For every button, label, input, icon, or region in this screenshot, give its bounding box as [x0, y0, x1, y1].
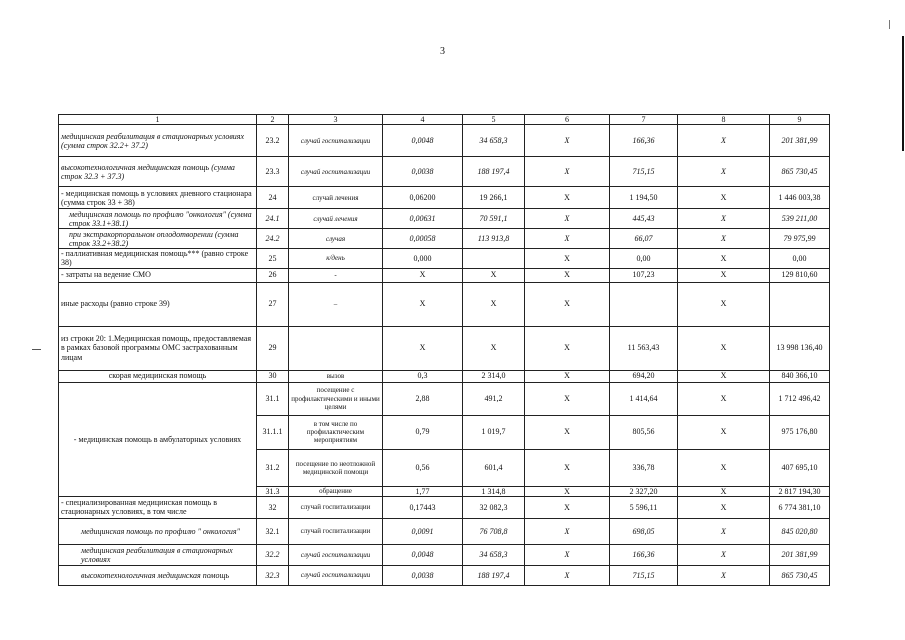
cell-value: 107,23	[610, 268, 678, 282]
cell-value: 865 730,45	[770, 157, 830, 187]
cell-value: X	[525, 518, 610, 544]
cell-value: 0,79	[383, 415, 463, 449]
row-name: медицинская реабилитация в стационарных условиях (сумма строк 32.2+ 37.2)	[59, 125, 257, 157]
cell-value: 539 211,00	[770, 209, 830, 229]
cell-value: X	[525, 382, 610, 415]
row-line-number: 23.2	[257, 125, 289, 157]
row-line-number: 32.1	[257, 518, 289, 544]
cell-value: X	[525, 249, 610, 268]
cell-value: 601,4	[463, 449, 525, 486]
table-row	[59, 249, 830, 268]
row-unit: –	[289, 282, 383, 326]
cell-value: 0,0038	[383, 157, 463, 187]
row-line-number: 25	[257, 249, 289, 268]
table-row	[59, 382, 830, 415]
cell-value: X	[678, 229, 770, 249]
scan-edge-mark	[902, 36, 904, 151]
row-name: медицинская реабилитация в стационарных условиях	[59, 544, 257, 565]
cell-value: X	[383, 326, 463, 370]
scan-tick-mark	[889, 20, 890, 29]
cell-value: 336,78	[610, 449, 678, 486]
cell-value: X	[678, 187, 770, 209]
cell-value: 0,17443	[383, 496, 463, 518]
cell-value: 1 712 496,42	[770, 382, 830, 415]
cell-value: 1 194,50	[610, 187, 678, 209]
cell-value: 0,0048	[383, 544, 463, 565]
row-name: - специализированная медицинская помощь в стационарных условиях, в том числе	[59, 496, 257, 518]
row-unit: посещение по неотложной медицинской помощи	[289, 449, 383, 486]
header-cell: 7	[610, 115, 678, 125]
cell-value: 34 658,3	[463, 125, 525, 157]
row-name: иные расходы (равно строке 39)	[59, 282, 257, 326]
table-row	[59, 282, 830, 326]
row-unit: случай госпитализации	[289, 125, 383, 157]
row-line-number: 24.1	[257, 209, 289, 229]
cell-value: 694,20	[610, 370, 678, 382]
cell-value: 76 708,8	[463, 518, 525, 544]
cell-value: 0,0048	[383, 125, 463, 157]
cell-value: 6 774 381,10	[770, 496, 830, 518]
cell-value: X	[525, 125, 610, 157]
program-cost-table	[58, 114, 830, 586]
cell-value: 1 019,7	[463, 415, 525, 449]
row-name: - затраты на ведение СМО	[59, 268, 257, 282]
row-line-number: 24	[257, 187, 289, 209]
cell-value: X	[678, 268, 770, 282]
cell-value: 840 366,10	[770, 370, 830, 382]
cell-value	[463, 249, 525, 268]
row-line-number: 29	[257, 326, 289, 370]
cell-value: X	[678, 544, 770, 565]
cell-value: X	[678, 125, 770, 157]
row-name: скорая медицинская помощь	[59, 370, 257, 382]
cell-value: X	[678, 157, 770, 187]
margin-dash	[32, 349, 41, 350]
cell-value: X	[383, 282, 463, 326]
row-unit: к/день	[289, 249, 383, 268]
row-line-number: 31.1.1	[257, 415, 289, 449]
cell-value: 32 082,3	[463, 496, 525, 518]
cell-value: 1 314,8	[463, 486, 525, 496]
cell-value: X	[525, 209, 610, 229]
cell-value: X	[525, 282, 610, 326]
header-cell: 2	[257, 115, 289, 125]
table-row	[59, 518, 830, 544]
header-row	[59, 115, 830, 125]
header-cell: 9	[770, 115, 830, 125]
row-name: - паллиативная медицинская помощь*** (равно строке 38)	[59, 249, 257, 268]
cell-value: 34 658,3	[463, 544, 525, 565]
cell-value: 0,0038	[383, 565, 463, 585]
header-cell: 8	[678, 115, 770, 125]
cell-value: X	[525, 544, 610, 565]
table-row	[59, 496, 830, 518]
cell-value: 865 730,45	[770, 565, 830, 585]
cell-value: X	[525, 268, 610, 282]
cell-value: 5 596,11	[610, 496, 678, 518]
row-name: из строки 20: 1.Медицинская помощь, предоставляемая в рамках базовой программы ОМС застрахованным лицам	[59, 326, 257, 370]
cell-value: X	[525, 370, 610, 382]
cell-value: 0,00631	[383, 209, 463, 229]
row-line-number: 30	[257, 370, 289, 382]
cell-value: 0,00	[770, 249, 830, 268]
cell-value: 1 414,64	[610, 382, 678, 415]
row-line-number: 32.2	[257, 544, 289, 565]
row-unit	[289, 326, 383, 370]
cell-value: 2,88	[383, 382, 463, 415]
cell-value: 70 591,1	[463, 209, 525, 229]
cell-value: 0,00058	[383, 229, 463, 249]
cell-value: 698,05	[610, 518, 678, 544]
cell-value: X	[678, 282, 770, 326]
row-unit: посещение с профилактическими и иными целями	[289, 382, 383, 415]
table-row	[59, 565, 830, 585]
row-unit: случай госпитализации	[289, 544, 383, 565]
header-cell: 5	[463, 115, 525, 125]
cell-value: X	[463, 268, 525, 282]
row-name: высокотехнологичная медицинская помощь (сумма строк 32.3 + 37.3)	[59, 157, 257, 187]
cell-value: X	[525, 157, 610, 187]
row-unit: случай лечения	[289, 187, 383, 209]
cell-value: 113 913,8	[463, 229, 525, 249]
cell-value: 0,00	[610, 249, 678, 268]
cell-value: 188 197,4	[463, 157, 525, 187]
row-line-number: 32	[257, 496, 289, 518]
cell-value	[610, 282, 678, 326]
cell-value: 407 695,10	[770, 449, 830, 486]
cell-value: 11 563,43	[610, 326, 678, 370]
cell-value: X	[525, 565, 610, 585]
row-unit: случай госпитализации	[289, 496, 383, 518]
row-line-number: 23.3	[257, 157, 289, 187]
cell-value: 1 446 003,38	[770, 187, 830, 209]
cell-value: X	[525, 187, 610, 209]
row-unit: обращение	[289, 486, 383, 496]
cell-value: X	[678, 382, 770, 415]
row-name: медицинская помощь по профилю "онкология" (сумма строк 33.1+38.1)	[59, 209, 257, 229]
cell-value: X	[678, 496, 770, 518]
row-line-number: 31.1	[257, 382, 289, 415]
cell-value: X	[678, 249, 770, 268]
row-name: - медицинская помощь в условиях дневного стационара (сумма строк 33 + 38)	[59, 187, 257, 209]
cell-value: 0,000	[383, 249, 463, 268]
cell-value: X	[525, 486, 610, 496]
row-unit: в том числе по профилактическим мероприятиям	[289, 415, 383, 449]
table-row	[59, 370, 830, 382]
cell-value: 2 327,20	[610, 486, 678, 496]
cell-value: 129 810,60	[770, 268, 830, 282]
cell-value: X	[525, 229, 610, 249]
header-cell: 6	[525, 115, 610, 125]
cell-value: X	[463, 282, 525, 326]
header-cell: 1	[59, 115, 257, 125]
row-unit: случай госпитализации	[289, 518, 383, 544]
cell-value: 66,07	[610, 229, 678, 249]
cell-value: 19 266,1	[463, 187, 525, 209]
cell-value: 715,15	[610, 157, 678, 187]
cell-value: 201 381,99	[770, 544, 830, 565]
cell-value: X	[678, 518, 770, 544]
cell-value: 845 020,80	[770, 518, 830, 544]
row-name: - медицинская помощь в амбулаторных условиях	[59, 382, 257, 496]
table-row	[59, 229, 830, 249]
cell-value: X	[678, 209, 770, 229]
row-line-number: 31.3	[257, 486, 289, 496]
cell-value: 491,2	[463, 382, 525, 415]
row-unit: случая	[289, 229, 383, 249]
row-name: высокотехнологичная медицинская помощь	[59, 565, 257, 585]
table-row	[59, 209, 830, 229]
row-name: при экстракорпоральном оплодотворении (сумма строк 33.2+38.2)	[59, 229, 257, 249]
row-name: медицинская помощь по профилю " онкология"	[59, 518, 257, 544]
cell-value	[770, 282, 830, 326]
cell-value: X	[678, 449, 770, 486]
cell-value: 0,06200	[383, 187, 463, 209]
cell-value: X	[678, 415, 770, 449]
table-row	[59, 125, 830, 157]
table-row	[59, 157, 830, 187]
cell-value: X	[678, 326, 770, 370]
row-unit: -	[289, 268, 383, 282]
cell-value: 0,0091	[383, 518, 463, 544]
cell-value: X	[525, 415, 610, 449]
cell-value: 201 381,99	[770, 125, 830, 157]
cell-value: 1,77	[383, 486, 463, 496]
cell-value: X	[525, 449, 610, 486]
header-cell: 3	[289, 115, 383, 125]
row-line-number: 27	[257, 282, 289, 326]
row-unit: случай лечения	[289, 209, 383, 229]
cell-value: 445,43	[610, 209, 678, 229]
cell-value: X	[463, 326, 525, 370]
table-row	[59, 268, 830, 282]
row-unit: вызов	[289, 370, 383, 382]
page-number: 3	[440, 46, 445, 57]
row-unit: случай госпитализации	[289, 157, 383, 187]
cell-value: 166,36	[610, 125, 678, 157]
table-row	[59, 544, 830, 565]
cell-value: 0,56	[383, 449, 463, 486]
cell-value: 715,15	[610, 565, 678, 585]
row-line-number: 26	[257, 268, 289, 282]
cell-value: X	[678, 486, 770, 496]
cell-value: 805,56	[610, 415, 678, 449]
row-line-number: 24.2	[257, 229, 289, 249]
cell-value: X	[525, 326, 610, 370]
row-line-number: 31.2	[257, 449, 289, 486]
cell-value: 2 314,0	[463, 370, 525, 382]
cell-value: 13 998 136,40	[770, 326, 830, 370]
header-cell: 4	[383, 115, 463, 125]
table-row	[59, 326, 830, 370]
cell-value: X	[678, 565, 770, 585]
cell-value: 188 197,4	[463, 565, 525, 585]
cell-value: 0,3	[383, 370, 463, 382]
cell-value: 79 975,99	[770, 229, 830, 249]
cell-value: 2 817 194,30	[770, 486, 830, 496]
table-row	[59, 187, 830, 209]
cell-value: 166,36	[610, 544, 678, 565]
cell-value: X	[525, 496, 610, 518]
row-line-number: 32.3	[257, 565, 289, 585]
cell-value: X	[383, 268, 463, 282]
cell-value: 975 176,80	[770, 415, 830, 449]
cell-value: X	[678, 370, 770, 382]
row-unit: случай госпитализации	[289, 565, 383, 585]
